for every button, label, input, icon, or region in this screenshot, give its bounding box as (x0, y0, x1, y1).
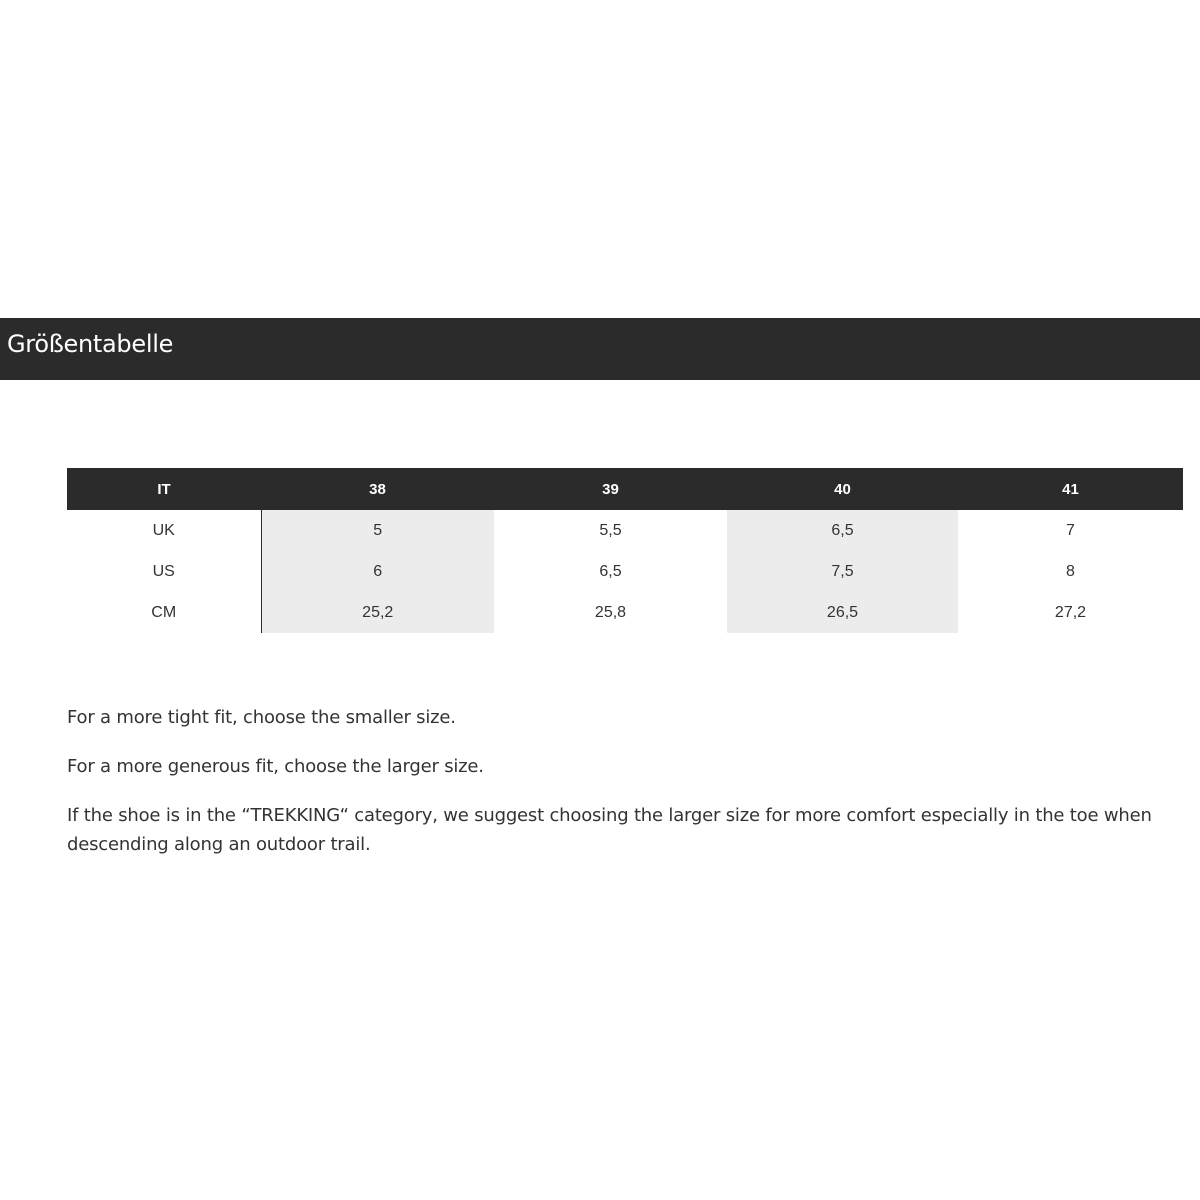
header-cell-38: 38 (261, 468, 494, 510)
table-cell: 25,2 (261, 592, 494, 633)
page-title: Größentabelle (7, 330, 174, 358)
table-cell: 6,5 (727, 510, 958, 551)
table-header-row (67, 468, 1183, 510)
row-label: UK (67, 510, 261, 551)
header-cell-41: 41 (958, 468, 1183, 510)
table-cell: 8 (1066, 562, 1075, 580)
table-cell: 6 (261, 551, 494, 592)
table-cell: 5,5 (599, 521, 622, 539)
table-row-uk (67, 510, 1183, 551)
table-cell: 6,5 (599, 562, 622, 580)
table-row-cm (67, 592, 1183, 633)
table-cell: 26,5 (727, 592, 958, 633)
table-cell: 7,5 (727, 551, 958, 592)
header-cell-39: 39 (494, 468, 727, 510)
table-cell: 27,2 (1054, 603, 1087, 621)
note-trekking: If the shoe is in the “TREKKING“ category, we suggest choosing the larger size for more comfort especially in the toe when descending along an outdoor trail. (67, 805, 1152, 855)
table-cell: 7 (1066, 521, 1075, 539)
header-cell-it: IT (67, 468, 261, 510)
table-cell: 5 (261, 510, 494, 551)
note-tight-fit: For a more tight fit, choose the smaller size. (67, 707, 456, 728)
table-row-us (67, 551, 1183, 592)
row-label: US (67, 551, 261, 592)
note-generous-fit: For a more generous fit, choose the larger size. (67, 756, 484, 777)
table-cell: 25,8 (594, 603, 627, 621)
header-bar (0, 318, 1200, 380)
header-cell-40: 40 (727, 468, 958, 510)
size-chart-table (67, 468, 1184, 633)
row-label: CM (67, 592, 261, 633)
fit-notes (67, 703, 1192, 879)
